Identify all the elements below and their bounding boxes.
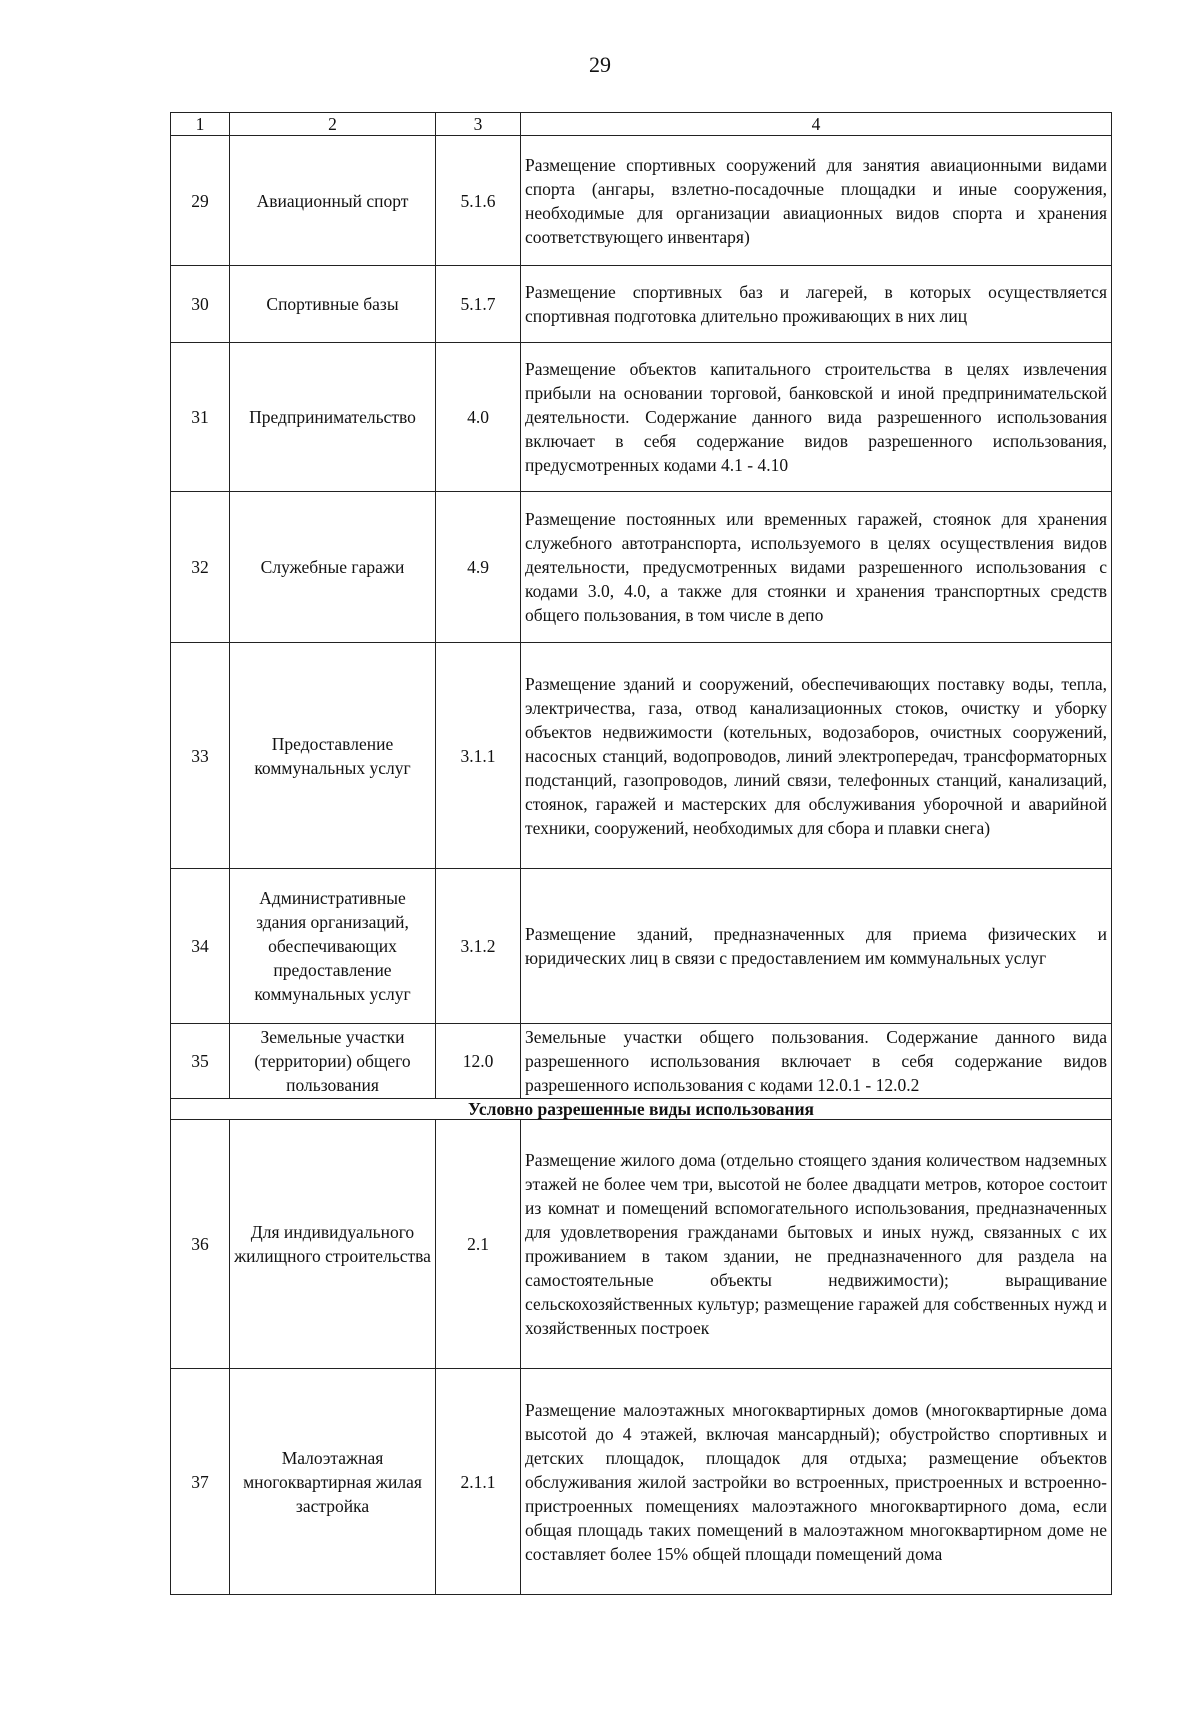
section-header-row <box>171 1099 1112 1120</box>
use-type-description: Размещение жилого дома (отдельно стоящего здания количеством надземных этажей не более чем три, высотой не более двадцати метров, которое состоит из комнат и помещений вспомогательного использования, предназначенных для удовлетворения гражданами бытовых и иных нужд, связанных с их проживанием в таком здании, не предназначенного для раздела на самостоятельные объекты недвижимости); выращивание сельскохозяйственных культур; размещение гаражей для собственных нужд и хозяйственных построек <box>521 1120 1112 1369</box>
use-type-name: Спортивные базы <box>230 266 436 343</box>
use-type-name: Для индивидуального жилищного строительства <box>230 1120 436 1369</box>
use-type-name: Административные здания организаций, обеспечивающих предоставление коммунальных услуг <box>230 869 436 1024</box>
column-header: 1 <box>171 113 230 136</box>
use-type-name: Земельные участки (территории) общего пользования <box>230 1024 436 1099</box>
table-row <box>171 1024 1112 1099</box>
row-number: 36 <box>171 1120 230 1369</box>
row-number: 29 <box>171 136 230 266</box>
table-row <box>171 266 1112 343</box>
use-type-code: 5.1.7 <box>436 266 521 343</box>
use-type-name: Авиационный спорт <box>230 136 436 266</box>
use-type-code: 5.1.6 <box>436 136 521 266</box>
use-type-name: Малоэтажная многоквартирная жилая застройка <box>230 1369 436 1595</box>
table-row <box>171 1120 1112 1369</box>
use-type-description: Размещение малоэтажных многоквартирных домов (многоквартирные дома высотой до 4 этажей, включая мансардный); обустройство спортивных и детских площадок, площадок для отдыха; размещение объектов обслуживания жилой застройки во встроенных, пристроенных и встроенно-пристроенных помещениях малоэтажного многоквартирного дома, если общая площадь таких помещений в малоэтажном многоквартирном доме не составляет более 15% общей площади помещений дома <box>521 1369 1112 1595</box>
use-type-code: 12.0 <box>436 1024 521 1099</box>
use-type-name: Предоставление коммунальных услуг <box>230 643 436 869</box>
row-number: 33 <box>171 643 230 869</box>
table-row <box>171 643 1112 869</box>
use-type-name: Служебные гаражи <box>230 492 436 643</box>
use-type-code: 3.1.1 <box>436 643 521 869</box>
page-number: 29 <box>589 52 611 77</box>
use-type-name: Предпринимательство <box>230 343 436 492</box>
row-number: 30 <box>171 266 230 343</box>
column-header: 2 <box>230 113 436 136</box>
column-header: 3 <box>436 113 521 136</box>
use-type-code: 4.9 <box>436 492 521 643</box>
use-type-description: Размещение зданий, предназначенных для приема физических и юридических лиц в связи с предоставлением им коммунальных услуг <box>521 869 1112 1024</box>
row-number: 32 <box>171 492 230 643</box>
use-type-description: Размещение объектов капитального строительства в целях извлечения прибыли на основании торговой, банковской и иной предпринимательской деятельности. Содержание данного вида разрешенного использования включает в себя содержание видов разрешенного использования, предусмотренных кодами 4.1 - 4.10 <box>521 343 1112 492</box>
table-header-row <box>171 113 1112 136</box>
use-type-code: 2.1.1 <box>436 1369 521 1595</box>
use-type-code: 3.1.2 <box>436 869 521 1024</box>
use-type-code: 2.1 <box>436 1120 521 1369</box>
table-row <box>171 136 1112 266</box>
table-row <box>171 343 1112 492</box>
land-use-table <box>170 112 1112 1595</box>
use-type-description: Размещение постоянных или временных гаражей, стоянок для хранения служебного автотранспорта, используемого в целях осуществления видов деятельности, предусмотренных видами разрешенного использования с кодами 3.0, 4.0, а также для стоянки и хранения транспортных средств общего пользования, в том числе в депо <box>521 492 1112 643</box>
use-type-description: Размещение спортивных баз и лагерей, в которых осуществляется спортивная подготовка длительно проживающих в них лиц <box>521 266 1112 343</box>
use-type-description: Размещение зданий и сооружений, обеспечивающих поставку воды, тепла, электричества, газа, отвод канализационных стоков, очистку и уборку объектов недвижимости (котельных, водозаборов, очистных сооружений, насосных станций, водопроводов, линий электропередач, трансформаторных подстанций, газопроводов, линий связи, телефонных станций, канализаций, стоянок, гаражей и мастерских для обслуживания уборочной и аварийной техники, сооружений, необходимых для сбора и плавки снега) <box>521 643 1112 869</box>
table-row <box>171 492 1112 643</box>
use-type-description: Размещение спортивных сооружений для занятия авиационными видами спорта (ангары, взлетно-посадочные площадки и иные сооружения, необходимые для организации авиационных видов спорта и хранения соответствующего инвентаря) <box>521 136 1112 266</box>
row-number: 34 <box>171 869 230 1024</box>
section-title: Условно разрешенные виды использования <box>171 1099 1112 1120</box>
use-type-description: Земельные участки общего пользования. Содержание данного вида разрешенного использования включает в себя содержание видов разрешенного использования с кодами 12.0.1 - 12.0.2 <box>521 1024 1112 1099</box>
table-row <box>171 869 1112 1024</box>
use-type-code: 4.0 <box>436 343 521 492</box>
table-row <box>171 1369 1112 1595</box>
row-number: 35 <box>171 1024 230 1099</box>
row-number: 31 <box>171 343 230 492</box>
column-header: 4 <box>521 113 1112 136</box>
row-number: 37 <box>171 1369 230 1595</box>
